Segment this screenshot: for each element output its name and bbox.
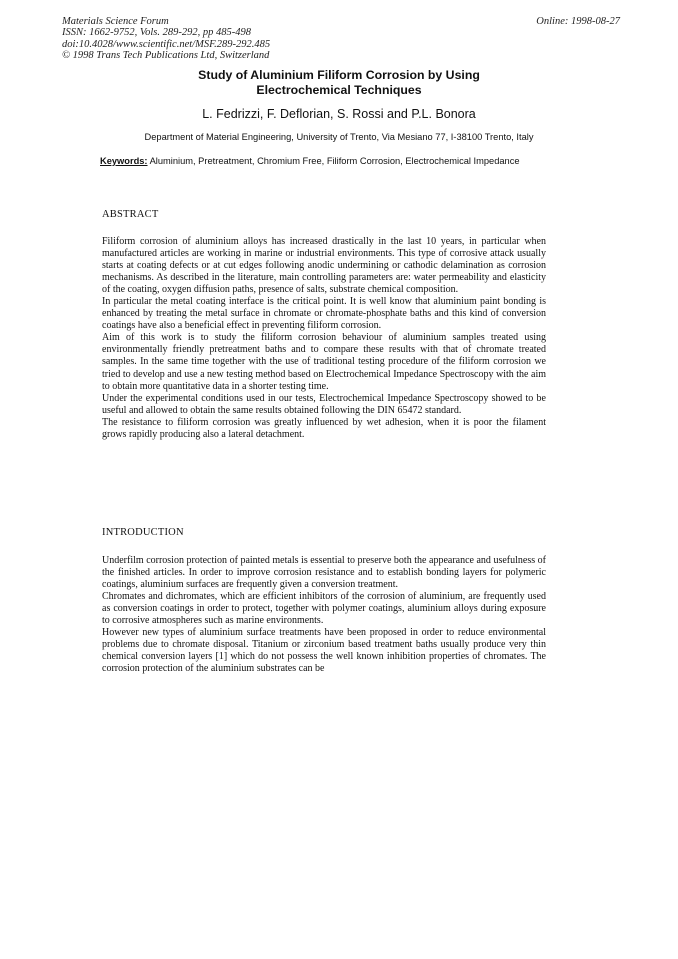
abstract-paragraph: Under the experimental conditions used in our tests, Electrochemical Impedance Spectroscopy showed to be useful and allowed to obtain the same results obtained following the DIN 65472 standard. [102, 392, 546, 416]
introduction-paragraph: However new types of aluminium surface treatments have been proposed in order to reduce environmental problems due to chromate disposal. Titanium or zirconium based treatment baths usually produce very thin chemical conversion layers [1] which do not possess the well known inhibition properties of chromates. The corrosion protection of the aluminium substrates can be [102, 627, 546, 675]
keywords-list: Aluminium, Pretreatment, Chromium Free, Filiform Corrosion, Electrochemical Impedance [149, 156, 520, 166]
journal-header [62, 16, 270, 61]
introduction-paragraph: Chromates and dichromates, which are efficient inhibitors of the corrosion of aluminium, are frequently used as conversion coatings in order to protect, together with polymer coatings, aluminium alloys during exposure to corrosive atmospheres such as marine environments. [102, 591, 546, 627]
introduction-paragraph: Underfilm corrosion protection of painted metals is essential to preserve both the appearance and usefulness of the finished articles. In order to improve corrosion resistance and to establish bonding layers for polymeric coatings, aluminium surfaces are frequently given a conversion treatment. [102, 555, 546, 591]
title-line-1: Study of Aluminium Filiform Corrosion by Using [198, 68, 480, 82]
introduction-heading: INTRODUCTION [102, 527, 184, 538]
abstract-body [102, 236, 546, 441]
affiliation: Department of Material Engineering, University of Trento, Via Mesiano 77, I-38100 Trento, Italy [144, 132, 534, 142]
abstract-paragraph: In particular the metal coating interface is the critical point. It is well know that aluminium paint bonding is enhanced by treating the metal surface in chromate or chromate-phosphate baths and this kind of conversion coatings have also a beneficial effect in preventing filiform corrosion. [102, 296, 546, 332]
copyright-line: © 1998 Trans Tech Publications Ltd, Switzerland [62, 49, 270, 61]
paper-title [0, 68, 678, 97]
doi-link[interactable]: doi:10.4028/www.scientific.net/MSF.289-292.485 [62, 38, 271, 50]
keywords-label: Keywords: [100, 156, 148, 166]
introduction-body [102, 555, 546, 675]
abstract-heading: ABSTRACT [102, 209, 159, 220]
abstract-paragraph: Filiform corrosion of aluminium alloys has increased drastically in the last 10 years, in particular when manufactured articles are working in marine or industrial environments. This type of corrosive attack usually starts at coating defects or at cut edges following anodic undermining or cathodic delamination as corrosion mechanisms. As described in the literature, main controlling parameters are: water permeability and elasticity of the coating, oxygen diffusion paths, presence of salts, substrate chemical composition. [102, 236, 546, 296]
authors: L. Fedrizzi, F. Deflorian, S. Rossi and P.L. Bonora [202, 107, 476, 121]
title-line-2: Electrochemical Techniques [256, 82, 422, 97]
journal-name: Materials Science Forum [62, 16, 169, 27]
issn-line: ISSN: 1662-9752, Vols. 289-292, pp 485-498 [62, 27, 251, 39]
keywords [100, 156, 546, 167]
abstract-paragraph: Aim of this work is to study the filiform corrosion behaviour of aluminium samples treated using environmentally friendly pretreatment baths and to compare these results with that of chromate treated samples. In the same time together with the use of traditional testing procedure of the filiform corrosion we tried to develop and use a new testing method based on Electrochemical Impedance Spectroscopy with the aim to obtain more quantitative data in a shorter testing time. [102, 332, 546, 392]
online-date: Online: 1998-08-27 [536, 16, 620, 27]
abstract-paragraph: The resistance to filiform corrosion was greatly influenced by wet adhesion, when it is poor the filament grows rapidly producing also a lateral detachment. [102, 416, 546, 440]
